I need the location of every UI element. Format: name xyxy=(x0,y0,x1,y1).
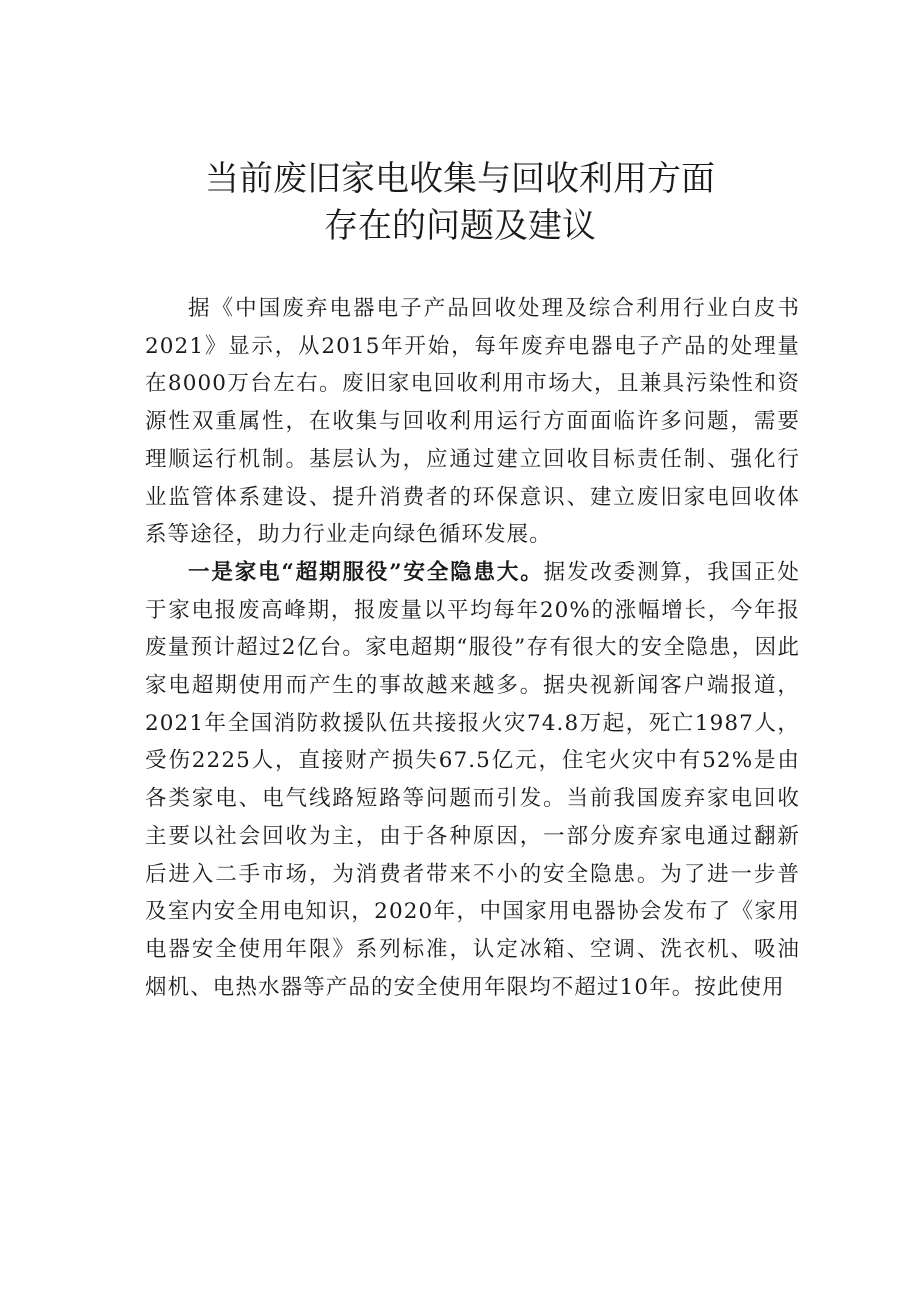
title-line-2: 存在的问题及建议 xyxy=(324,206,596,246)
title-line-1: 当前废旧家电收集与回收利用方面 xyxy=(205,159,715,199)
paragraph-point-one xyxy=(145,554,800,1006)
paragraph-point-one-body: 据发改委测算，我国正处于家电报废高峰期，报废量以平均每年20%的涨幅增长，今年报废量预计超过2亿台。家电超期“服役”存有很大的安全隐患，因此家电超期使用而产生的事故越来越多。据央视新闻客户端报道，2021年全国消防救援队伍共接报火灾74.8万起，死亡1987人，受伤2225人，直接财产损失67.5亿元，住宅火灾中有52%是由各类家电、电气线路短路等问题而引发。当前我国废弃家电回收主要以社会回收为主，由于各种原因，一部分废弃家电通过翻新后进入二手市场，为消费者带来不小的安全隐患。为了进一步普及室内安全用电知识，2020年，中国家用电器协会发布了《家用电器安全使用年限》系列标准，认定冰箱、空调、洗衣机、吸油烟机、电热水器等产品的安全使用年限均不超过10年。按此使用 xyxy=(145,559,800,1000)
document-title xyxy=(0,156,920,250)
paragraph-point-one-heading: 一是家电“超期服役”安全隐患大。 xyxy=(188,559,544,585)
document-body xyxy=(145,290,800,1006)
paragraph-intro: 据《中国废弃电器电子产品回收处理及综合利用行业白皮书2021》显示，从2015年开始，每年废弃电器电子产品的处理量在8000万台左右。废旧家电回收利用市场大，且兼具污染性和资源性双重属性，在收集与回收利用运行方面面临许多问题，需要理顺运行机制。基层认为，应通过建立回收目标责任制、强化行业监管体系建设、提升消费者的环保意识、建立废旧家电回收体系等途径，助力行业走向绿色循环发展。 xyxy=(145,296,800,548)
